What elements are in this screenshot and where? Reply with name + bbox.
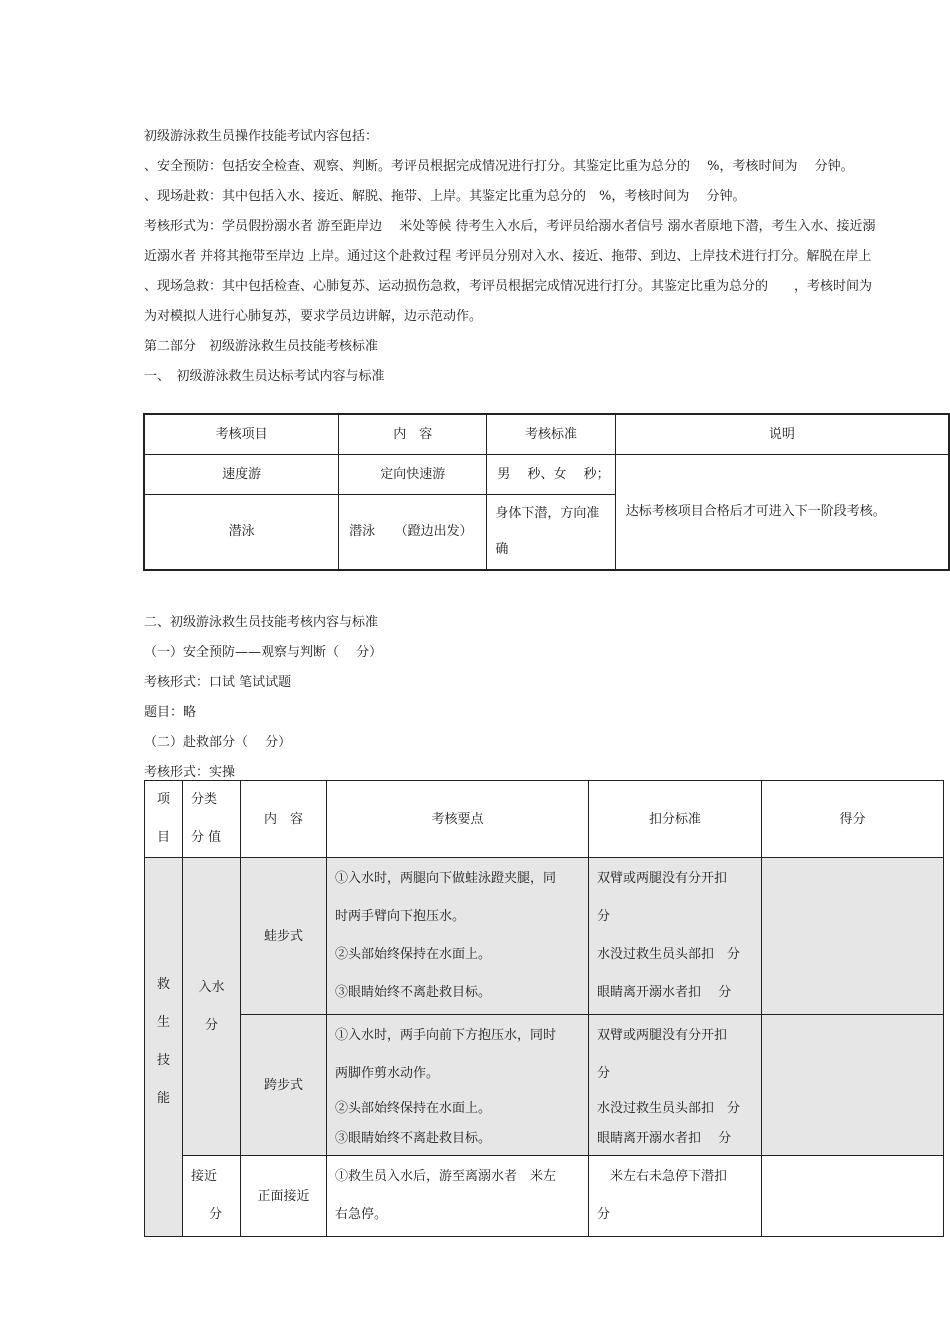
group-char-3: 技 bbox=[156, 1053, 170, 1068]
header-category-col bbox=[183, 781, 241, 858]
deduct-line: 米左右未急停下潜扣 bbox=[597, 1169, 728, 1184]
deduct-frog-step bbox=[589, 858, 762, 1015]
header-points: 考核要点 bbox=[327, 781, 589, 858]
header-score: 得分 bbox=[762, 781, 944, 858]
intro-form-line-2: 近溺水者 并将其拖带至岸边 上岸。通过这个赴救过程 考评员分别对入水、接近、拖带、到边、上岸技术进行打分。解脱在岸上 bbox=[144, 249, 872, 264]
deduct-front-approach bbox=[589, 1156, 762, 1237]
deduct-line: 眼睛离开溺水者扣 分 bbox=[597, 985, 732, 1000]
section2-sub2: （二）赴救部分（ 分） bbox=[144, 735, 292, 750]
header-deduct: 扣分标准 bbox=[589, 781, 762, 858]
deduct-line: 双臂或两腿没有分开扣 bbox=[597, 871, 728, 886]
deduct-stride-step bbox=[589, 1015, 762, 1156]
points-line: ③眼睛始终不离赴救目标。 bbox=[335, 985, 492, 1000]
deduct-line: 分 bbox=[597, 1207, 611, 1222]
header-standard: 考核标准 bbox=[487, 414, 615, 454]
intro-item-3: 、现场急救：其中包括检查、心肺复苏、运动损伤急救，考评员根据完成情况进行打分。其鉴定比重为总分的 ，考核时间为 bbox=[144, 279, 873, 294]
method-front-approach: 正面接近 bbox=[241, 1156, 327, 1237]
header-item: 考核项目 bbox=[144, 414, 339, 454]
points-line: ②头部始终保持在水面上。 bbox=[335, 947, 492, 962]
note-cell: 达标考核项目合格后才可进入下一阶段考核。 bbox=[615, 454, 949, 570]
score-stride-step bbox=[762, 1015, 944, 1156]
intro-heading: 初级游泳救生员操作技能考试内容包括： bbox=[144, 129, 379, 144]
rescue-skills-table bbox=[144, 780, 944, 1237]
header-content: 内 容 bbox=[241, 781, 327, 858]
points-frog-step bbox=[327, 858, 589, 1015]
header-content: 内 容 bbox=[339, 414, 487, 454]
intro-form-line-1: 考核形式为：学员假扮溺水者 游至距岸边 米处等候 待考生入水后，考评员给溺水者信号 溺水者原地下潜，考生入水、接近溺 bbox=[144, 219, 876, 234]
points-stride-step bbox=[327, 1015, 589, 1156]
row2-item: 潜泳 bbox=[144, 494, 339, 570]
group-char-1: 救 bbox=[156, 977, 170, 992]
row1-standard: 男 秒、女 秒； bbox=[487, 454, 615, 494]
score-front-approach bbox=[762, 1156, 944, 1237]
header-item-bottom: 目 bbox=[156, 830, 170, 845]
category-entry bbox=[183, 858, 241, 1156]
category-approach bbox=[183, 1156, 241, 1237]
section2-topic: 题目：略 bbox=[144, 705, 197, 720]
approach-score: 分 bbox=[209, 1207, 223, 1222]
score-frog-step bbox=[762, 858, 944, 1015]
header-category-bottom: 分 值 bbox=[191, 830, 222, 845]
section2-sub1: （一）安全预防——观察与判断（ 分） bbox=[144, 645, 383, 660]
method-stride-step: 跨步式 bbox=[241, 1015, 327, 1156]
points-line: 时两手臂向下抱压水。 bbox=[335, 909, 466, 924]
part2-title: 第二部分 初级游泳救生员技能考核标准 bbox=[144, 339, 379, 354]
method-frog-step: 蛙步式 bbox=[241, 858, 327, 1015]
points-front-approach bbox=[327, 1156, 589, 1237]
points-line: ③眼睛始终不离赴救目标。 bbox=[335, 1131, 492, 1146]
standards-table bbox=[143, 413, 950, 571]
deduct-line: 水没过救生员头部扣 分 bbox=[597, 1101, 741, 1116]
deduct-line: 双臂或两腿没有分开扣 bbox=[597, 1028, 728, 1043]
row2-content: 潜泳 （蹬边出发） bbox=[339, 494, 487, 570]
points-line: ①救生员入水后，游至离溺水者 米左 bbox=[335, 1169, 557, 1184]
approach-label: 接近 bbox=[191, 1169, 218, 1184]
entry-score: 分 bbox=[204, 1017, 218, 1033]
intro-item-3-cont: 为对模拟人进行心肺复苏，要求学员边讲解，边示范动作。 bbox=[144, 309, 483, 324]
header-item-col bbox=[145, 781, 183, 858]
row2-standard bbox=[487, 494, 615, 570]
section2-form1: 考核形式：口试 笔试试题 bbox=[144, 675, 292, 690]
intro-item-1: 、安全预防：包括安全检查、观察、判断。考评员根据完成情况进行打分。其鉴定比重为总分的 %，考核时间为 分钟。 bbox=[144, 159, 854, 174]
row2-standard-line-2: 确 bbox=[495, 541, 509, 557]
group-rescue-skills bbox=[145, 858, 183, 1237]
section2-title: 二、初级游泳救生员技能考核内容与标准 bbox=[144, 615, 379, 630]
points-line: 两脚作剪水动作。 bbox=[335, 1066, 440, 1081]
section2-form2: 考核形式：实操 bbox=[144, 765, 236, 780]
deduct-line: 水没过救生员头部扣 分 bbox=[597, 947, 741, 962]
header-note: 说明 bbox=[615, 414, 949, 454]
deduct-line: 分 bbox=[597, 1066, 611, 1081]
group-char-2: 生 bbox=[156, 1015, 170, 1030]
points-line: ①入水时，两手向前下方抱压水，同时 bbox=[335, 1028, 557, 1043]
points-line: ①入水时，两腿向下做蛙泳蹬夹腿，同 bbox=[335, 871, 557, 886]
group-char-4: 能 bbox=[156, 1091, 170, 1106]
section1-title: 一、 初级游泳救生员达标考试内容与标准 bbox=[144, 369, 385, 384]
deduct-line: 眼睛离开溺水者扣 分 bbox=[597, 1131, 732, 1146]
row2-standard-line-1: 身体下潜，方向准 bbox=[495, 505, 600, 521]
points-line: 右急停。 bbox=[335, 1207, 388, 1222]
header-item-top: 项 bbox=[156, 792, 170, 807]
points-line: ②头部始终保持在水面上。 bbox=[335, 1101, 492, 1116]
header-category-top: 分类 bbox=[191, 792, 218, 807]
deduct-line: 分 bbox=[597, 909, 611, 924]
intro-item-2: 、现场赴救：其中包括入水、接近、解脱、拖带、上岸。其鉴定比重为总分的 %，考核时间为 分钟。 bbox=[144, 189, 746, 204]
row1-content: 定向快速游 bbox=[339, 454, 487, 494]
row1-item: 速度游 bbox=[144, 454, 339, 494]
entry-label: 入水 bbox=[198, 979, 225, 995]
